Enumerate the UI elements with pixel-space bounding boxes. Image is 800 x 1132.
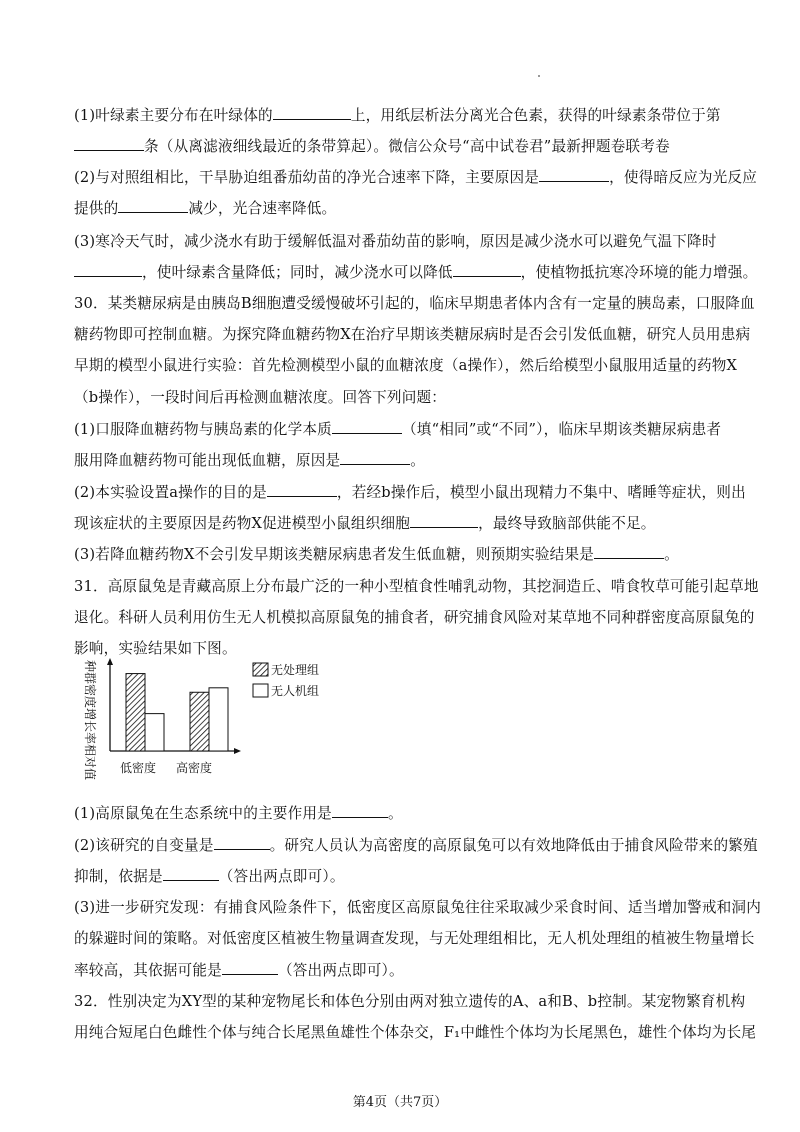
text-line <box>74 637 237 658</box>
line-text: (2)与对照组相比，干旱胁迫组番茄幼苗的净光合速率下降，主要原因是 <box>74 169 540 186</box>
line-text: (2)本实验设置a操作的目的是 <box>74 484 267 501</box>
text-line <box>74 834 758 855</box>
text-line <box>74 386 446 407</box>
text-line <box>74 927 755 948</box>
line-text: （答出两点即可）。 <box>218 868 345 885</box>
text-line <box>74 261 757 282</box>
scan-dot <box>538 75 540 77</box>
line-text: 。 <box>410 452 426 469</box>
line-text: 抑制，依据是 <box>74 868 163 885</box>
line-text: 减少，光合速率降低。 <box>188 200 337 217</box>
text-line <box>74 104 721 125</box>
text-line <box>74 481 746 502</box>
answer-blank[interactable] <box>118 197 188 213</box>
text-line <box>74 990 745 1011</box>
line-text: (3)寒冷天气时，减少浇水有助于缓解低温对番茄幼苗的影响，原因是减少浇水可以避免气温下降时 <box>74 233 717 250</box>
answer-blank[interactable] <box>340 449 410 465</box>
text-line <box>74 959 404 980</box>
legend-swatch-white <box>253 684 268 697</box>
line-text: (3)进一步研究发现：有捕食风险条件下，低密度区高原鼠兔往往采取减少采食时间、适当增加警戒和洞内 <box>74 899 761 916</box>
text-line <box>74 896 761 917</box>
answer-blank[interactable] <box>222 959 278 975</box>
answer-blank[interactable] <box>332 418 402 434</box>
line-text: 现该症状的主要原因是药物X促进模型小鼠组织细胞 <box>74 515 411 532</box>
line-text: ，使植物抵抗寒冷环境的能力增强。 <box>520 264 758 281</box>
line-text: 上，用纸层析法分离光合色素，获得的叶绿素条带位于第 <box>350 107 721 124</box>
line-text: (2)该研究的自变量是 <box>74 837 214 854</box>
line-text: 的躲避时间的策略。对低密度区植被生物量调查发现，与无处理组相比，无人机处理组的植被生物量增长 <box>74 930 755 947</box>
line-text: ，最终导致脑部供能不足。 <box>478 515 656 532</box>
x-tick-label: 低密度 <box>120 761 157 775</box>
answer-blank[interactable] <box>163 865 219 881</box>
answer-blank[interactable] <box>273 104 351 120</box>
line-text: （填“相同”或“不同”），临床早期该类糖尿病患者 <box>401 421 722 438</box>
answer-blank[interactable] <box>267 481 337 497</box>
text-line <box>74 865 345 886</box>
line-text: 提供的 <box>74 200 119 217</box>
line-text: 糖药物即可控制血糖。为探究降血糖药物X在治疗早期该类糖尿病时是否会引发低血糖，研究人员用患病 <box>74 326 751 343</box>
answer-blank[interactable] <box>214 834 270 850</box>
line-text: (1)叶绿素主要分布在叶绿体的 <box>74 107 273 124</box>
text-line <box>74 575 759 596</box>
text-line <box>74 197 336 218</box>
x-tick-label: 高密度 <box>176 761 213 775</box>
bar-chart-svg <box>74 658 374 790</box>
line-text: ，使叶绿素含量降低；同时，减少浇水可以降低 <box>142 264 453 281</box>
bar-hatched <box>190 692 209 751</box>
text-line <box>74 323 750 344</box>
legend-label: 无处理组 <box>271 663 320 677</box>
line-text: 32．性别决定为XY型的某种宠物尾长和体色分别由两对独立遗传的A、a和B、b控制。某宠物繁育机构 <box>74 993 746 1010</box>
line-text: (1)高原鼠兔在生态系统中的主要作用是 <box>74 805 332 822</box>
text-line <box>74 543 679 564</box>
line-text: （b操作），一段时间后再检测血糖浓度。回答下列问题： <box>74 389 447 406</box>
text-line <box>74 606 755 627</box>
line-text: (1)口服降血糖药物与胰岛素的化学本质 <box>74 421 332 438</box>
text-line <box>74 354 737 375</box>
y-axis-label: 种群密度增长率相对值 <box>83 660 97 781</box>
answer-blank[interactable] <box>74 135 144 151</box>
bar-chart <box>74 658 374 790</box>
line-text: 退化。科研人员利用仿生无人机模拟高原鼠兔的捕食者，研究捕食风险对某草地不同种群密度高原鼠兔的 <box>74 609 755 626</box>
answer-blank[interactable] <box>453 261 521 277</box>
answer-blank[interactable] <box>332 802 388 818</box>
text-line <box>74 230 717 251</box>
bar-hatched <box>126 674 145 751</box>
text-line <box>74 449 425 470</box>
line-text: （答出两点即可）。 <box>277 962 404 979</box>
text-line <box>74 166 757 187</box>
line-text: 服用降血糖药物可能出现低血糖，原因是 <box>74 452 341 469</box>
line-text: 影响，实验结果如下图。 <box>74 640 237 657</box>
text-line <box>74 512 656 533</box>
line-text: 条（从离滤液细线最近的条带算起）。微信公众号“高中试卷君”最新押题卷联考卷 <box>144 138 670 155</box>
line-text: ，若经b操作后，模型小鼠出现精力不集中、嗜睡等症状，则出 <box>336 484 746 501</box>
legend-label: 无人机组 <box>271 684 320 698</box>
line-text: 率较高，其依据可能是 <box>74 962 222 979</box>
bar-white <box>145 714 164 751</box>
line-text: 用纯合短尾白色雌性个体与纯合长尾黑鱼雄性个体杂交，F₁中雌性个体均为长尾黑色，雄性个体均为长尾 <box>74 1024 757 1041</box>
text-line <box>74 418 721 439</box>
text-line <box>74 1021 756 1042</box>
line-text: 早期的模型小鼠进行实验：首先检测模型小鼠的血糖浓度（a操作），然后给模型小鼠服用适量的药物X <box>74 357 738 374</box>
answer-blank[interactable] <box>594 543 664 559</box>
answer-blank[interactable] <box>539 166 609 182</box>
answer-blank[interactable] <box>74 261 142 277</box>
line-text: 。 <box>664 546 679 563</box>
text-line <box>74 135 670 156</box>
line-text: 31．高原鼠兔是青藏高原上分布最广泛的一种小型植食性哺乳动物，其挖洞造丘、啃食牧草可能引起草地 <box>74 578 759 595</box>
line-text: 。 <box>387 805 403 822</box>
line-text: (3)若降血糖药物X不会引发早期该类糖尿病患者发生低血糖，则预期实验结果是 <box>74 546 595 563</box>
y-axis-arrow <box>107 658 113 665</box>
text-line <box>74 802 403 823</box>
legend-swatch-hatched <box>253 663 268 676</box>
page-footer: 第4页（共7页） <box>352 1095 448 1110</box>
answer-blank[interactable] <box>410 512 478 528</box>
line-text: 。研究人员认为高密度的高原鼠兔可以有效地降低由于捕食风险带来的繁殖 <box>269 837 758 854</box>
x-axis-arrow <box>234 748 241 754</box>
bar-white <box>209 688 228 751</box>
line-text: 30．某类糖尿病是由胰岛B细胞遭受缓慢破坏引起的，临床早期患者体内含有一定量的胰岛素，口服降血 <box>74 295 755 312</box>
line-text: ，使得暗反应为光反应 <box>609 169 758 186</box>
text-line <box>74 292 755 313</box>
